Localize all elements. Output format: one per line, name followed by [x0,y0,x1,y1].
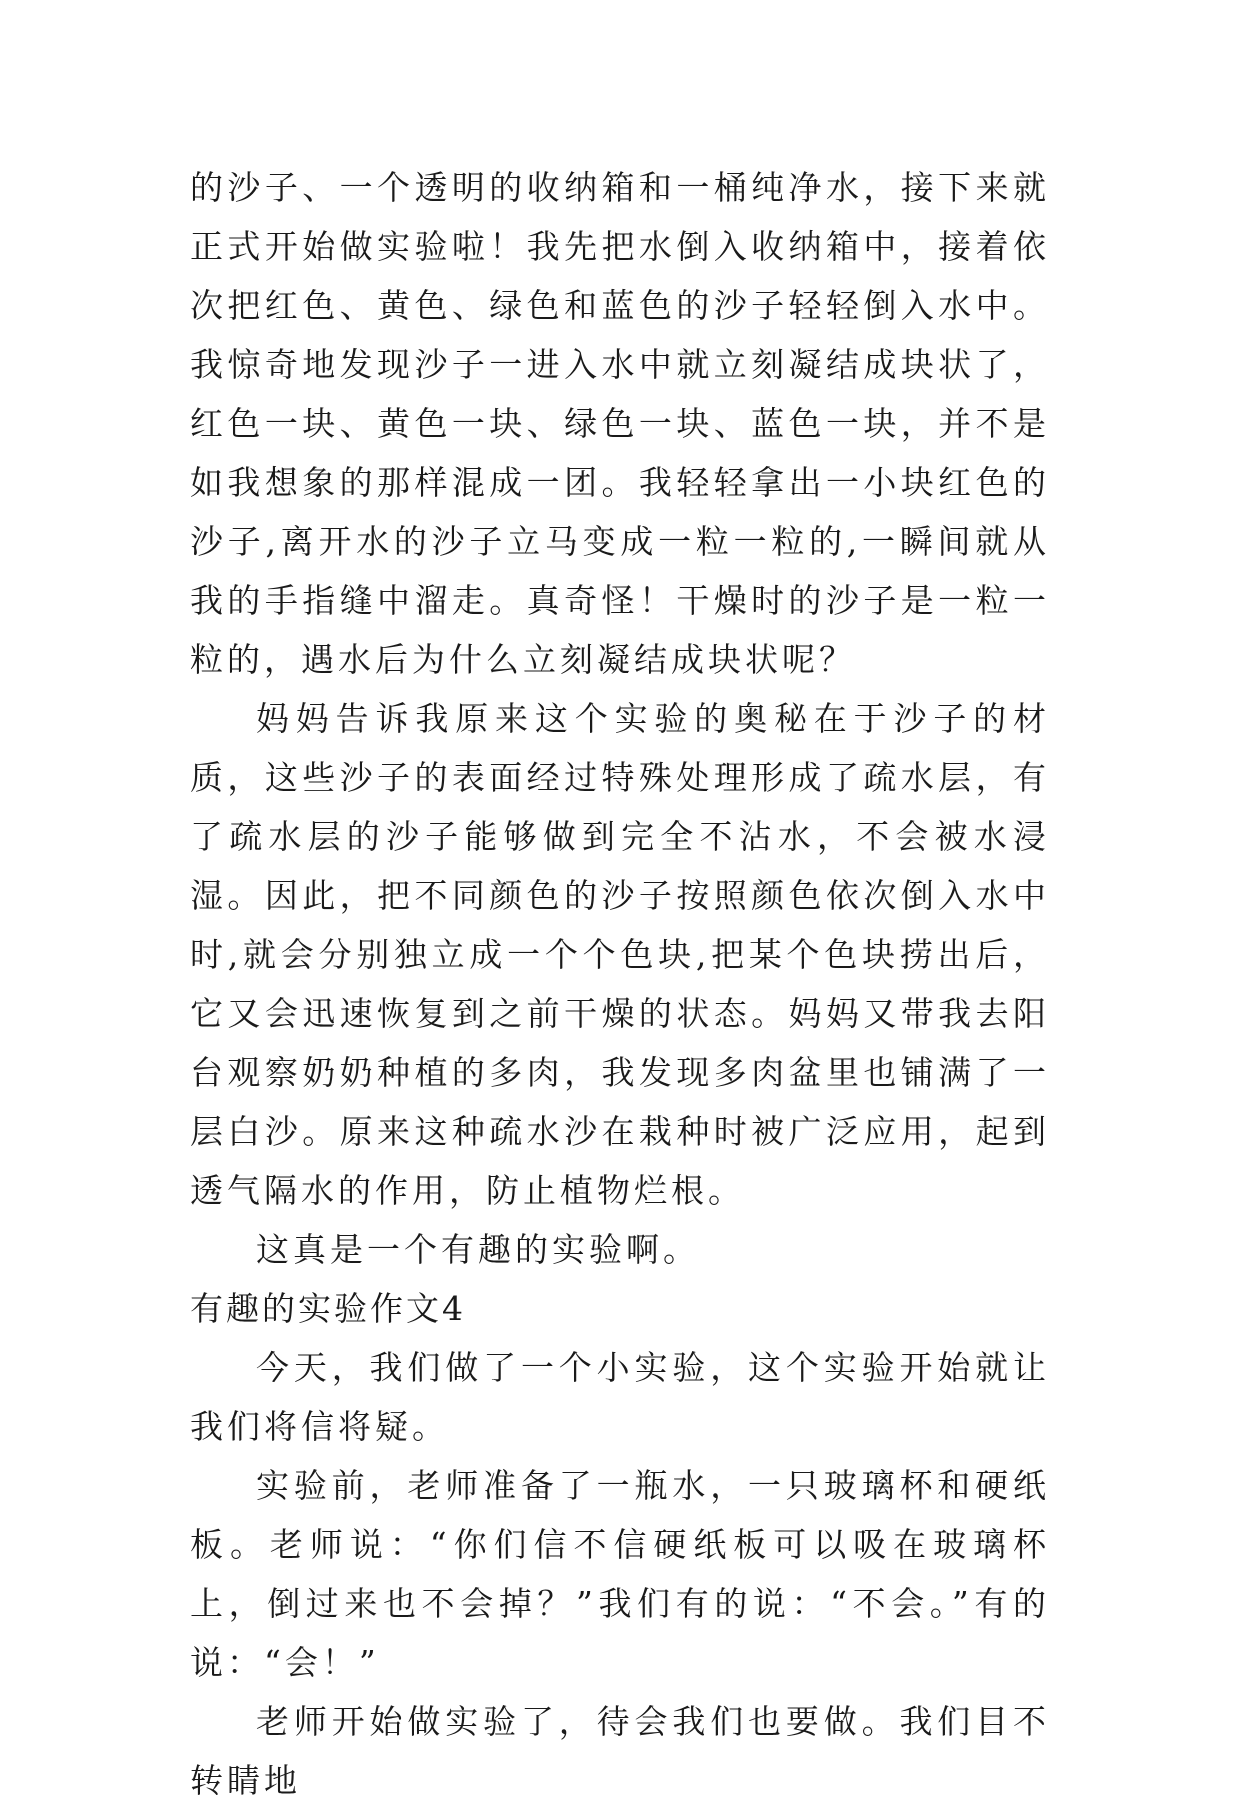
paragraph-preparation: 实验前，老师准备了一瓶水，一只玻璃杯和硬纸板。老师说：“你们信不信硬纸板可以吸在玻璃杯上，倒过来也不会掉？”我们有的说：“不会。”有的说：“会！” [190,1466,1050,1682]
paragraph-continued: 的沙子、一个透明的收纳箱和一桶纯净水，接下来就正式开始做实验啦！我先把水倒入收纳箱中，接着依次把红色、黄色、绿色和蓝色的沙子轻轻倒入水中。我惊奇地发现沙子一进入水中就立刻凝结成块状了，红色一块、黄色一块、绿色一块、蓝色一块，并不是如我想象的那样混成一团。我轻轻拿出一小块红色的沙子,离开水的沙子立马变成一粒一粒的,一瞬间就从我的手指缝中溜走。真奇怪！干燥时的沙子是一粒一粒的，遇水后为什么立刻凝结成块状呢？ [190,168,1050,679]
paragraph-intro: 今天，我们做了一个小实验，这个实验开始就让我们将信将疑。 [190,1348,1050,1446]
document-body [190,158,1050,1810]
paragraph-experiment-start: 老师开始做实验了，待会我们也要做。我们目不转睛地 [190,1702,1050,1800]
section-title: 有趣的实验作文4 [190,1289,466,1328]
paragraph-conclusion: 这真是一个有趣的实验啊。 [256,1230,700,1269]
paragraph-explanation: 妈妈告诉我原来这个实验的奥秘在于沙子的材质，这些沙子的表面经过特殊处理形成了疏水层，有了疏水层的沙子能够做到完全不沾水，不会被水浸湿。因此，把不同颜色的沙子按照颜色依次倒入水中时,就会分别独立成一个个色块,把某个色块捞出后，它又会迅速恢复到之前干燥的状态。妈妈又带我去阳台观察奶奶种植的多肉，我发现多肉盆里也铺满了一层白沙。原来这种疏水沙在栽种时被广泛应用，起到透气隔水的作用，防止植物烂根。 [190,699,1050,1210]
